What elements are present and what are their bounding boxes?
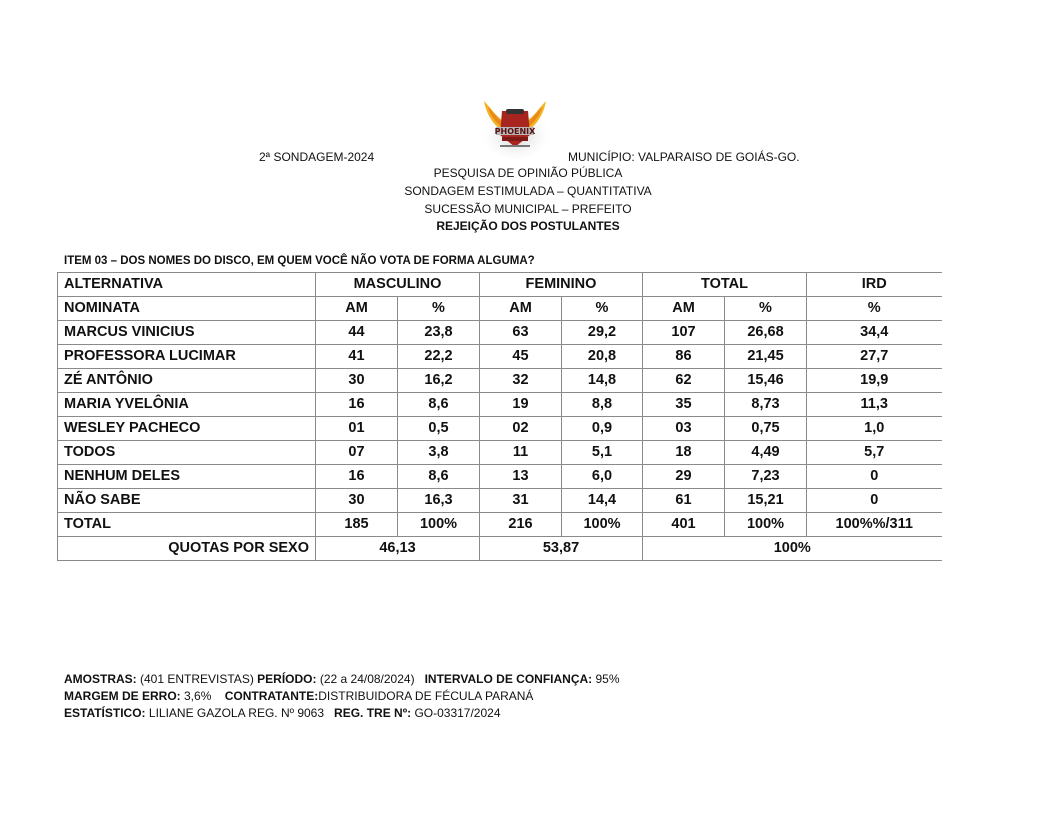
value-cell: 0 <box>807 465 942 489</box>
amostras-value: (401 ENTREVISTAS) <box>136 672 258 686</box>
value-cell: 100%%/311 <box>807 513 942 537</box>
value-cell: 01 <box>316 417 398 441</box>
item-title: ITEM 03 – DOS NOMES DO DISCO, EM QUEM VOCÊ NÃO VOTA DE FORMA ALGUMA? <box>64 255 535 267</box>
total-row <box>58 513 942 537</box>
header-masculino: MASCULINO <box>316 273 480 297</box>
sub-header-row <box>58 297 942 321</box>
reg-tre-label: REG. TRE Nº: <box>334 706 412 720</box>
margem-label: MARGEM DE ERRO: <box>64 689 181 703</box>
intervalo-value: 95% <box>592 672 620 686</box>
value-cell: 6,0 <box>562 465 643 489</box>
header-line-4: REJEIÇÃO DOS POSTULANTES <box>436 219 620 233</box>
subheader-cell: % <box>562 297 643 321</box>
candidate-name: TODOS <box>58 441 316 465</box>
candidate-name: TOTAL <box>58 513 316 537</box>
value-cell: 16,2 <box>398 369 480 393</box>
results-table <box>57 272 942 561</box>
quota-row <box>58 537 942 561</box>
header-line-3: SUCESSÃO MUNICIPAL – PREFEITO <box>424 202 632 216</box>
table-row <box>58 393 942 417</box>
municipality: MUNICÍPIO: VALPARAISO DE GOIÁS-GO. <box>568 150 800 164</box>
value-cell: 27,7 <box>807 345 942 369</box>
margem-value: 3,6% <box>180 689 212 703</box>
value-cell: 62 <box>643 369 725 393</box>
value-cell: 86 <box>643 345 725 369</box>
quota-masculino: 46,13 <box>316 537 480 561</box>
value-cell: 34,4 <box>807 321 942 345</box>
value-cell: 3,8 <box>398 441 480 465</box>
value-cell: 35 <box>643 393 725 417</box>
value-cell: 11,3 <box>807 393 942 417</box>
footer-line-2 <box>64 689 533 703</box>
subheader-cell: AM <box>643 297 725 321</box>
subheader-cell: AM <box>316 297 398 321</box>
value-cell: 11 <box>480 441 562 465</box>
value-cell: 16 <box>316 393 398 417</box>
value-cell: 22,2 <box>398 345 480 369</box>
subheader-nominata: NOMINATA <box>58 297 316 321</box>
subheader-cell: % <box>398 297 480 321</box>
value-cell: 30 <box>316 369 398 393</box>
value-cell: 21,45 <box>725 345 807 369</box>
subheader-cell: AM <box>480 297 562 321</box>
value-cell: 16 <box>316 465 398 489</box>
header-line-1: PESQUISA DE OPINIÃO PÚBLICA <box>433 166 623 180</box>
table-row <box>58 345 942 369</box>
value-cell: 14,4 <box>562 489 643 513</box>
header-total: TOTAL <box>643 273 807 297</box>
table-body <box>58 321 942 537</box>
subheader-cell: % <box>807 297 942 321</box>
value-cell: 32 <box>480 369 562 393</box>
periodo-value: (22 a 24/08/2024) <box>316 672 415 686</box>
value-cell: 45 <box>480 345 562 369</box>
value-cell: 100% <box>725 513 807 537</box>
contratante-label: CONTRATANTE: <box>224 689 319 703</box>
value-cell: 61 <box>643 489 725 513</box>
table-row <box>58 441 942 465</box>
value-cell: 19,9 <box>807 369 942 393</box>
quota-total: 100% <box>643 537 942 561</box>
value-cell: 8,6 <box>398 393 480 417</box>
quota-feminino: 53,87 <box>480 537 643 561</box>
value-cell: 107 <box>643 321 725 345</box>
value-cell: 5,1 <box>562 441 643 465</box>
candidate-name: MARCUS VINICIUS <box>58 321 316 345</box>
candidate-name: PROFESSORA LUCIMAR <box>58 345 316 369</box>
value-cell: 15,21 <box>725 489 807 513</box>
value-cell: 100% <box>562 513 643 537</box>
value-cell: 4,49 <box>725 441 807 465</box>
group-header-row <box>58 273 942 297</box>
value-cell: 07 <box>316 441 398 465</box>
candidate-name: ZÉ ANTÔNIO <box>58 369 316 393</box>
value-cell: 31 <box>480 489 562 513</box>
value-cell: 100% <box>398 513 480 537</box>
value-cell: 41 <box>316 345 398 369</box>
value-cell: 0 <box>807 489 942 513</box>
reg-tre-value: GO-03317/2024 <box>411 706 501 720</box>
value-cell: 19 <box>480 393 562 417</box>
value-cell: 5,7 <box>807 441 942 465</box>
value-cell: 7,23 <box>725 465 807 489</box>
survey-edition: 2ª SONDAGEM-2024 <box>259 150 375 164</box>
value-cell: 0,9 <box>562 417 643 441</box>
table-row <box>58 465 942 489</box>
header-feminino: FEMININO <box>480 273 643 297</box>
header-ird: IRD <box>807 273 942 297</box>
value-cell: 29 <box>643 465 725 489</box>
value-cell: 18 <box>643 441 725 465</box>
periodo-label: PERÍODO: <box>257 672 317 686</box>
value-cell: 1,0 <box>807 417 942 441</box>
value-cell: 23,8 <box>398 321 480 345</box>
footer-line-3 <box>64 706 501 720</box>
value-cell: 185 <box>316 513 398 537</box>
quota-label: QUOTAS POR SEXO <box>58 537 316 561</box>
amostras-label: AMOSTRAS: <box>64 672 137 686</box>
value-cell: 30 <box>316 489 398 513</box>
value-cell: 8,73 <box>725 393 807 417</box>
value-cell: 13 <box>480 465 562 489</box>
value-cell: 44 <box>316 321 398 345</box>
contratante-value: DISTRIBUIDORA DE FÉCULA PARANÁ <box>318 689 534 703</box>
value-cell: 63 <box>480 321 562 345</box>
value-cell: 14,8 <box>562 369 643 393</box>
phoenix-logo <box>480 95 550 159</box>
table-row <box>58 321 942 345</box>
subheader-cell: % <box>725 297 807 321</box>
footer-line-1 <box>64 672 620 686</box>
table-row <box>58 489 942 513</box>
estatistico-value: LILIANE GAZOLA REG. Nº 9063 <box>145 706 325 720</box>
value-cell: 03 <box>643 417 725 441</box>
value-cell: 0,75 <box>725 417 807 441</box>
intervalo-label: INTERVALO DE CONFIANÇA: <box>424 672 593 686</box>
value-cell: 216 <box>480 513 562 537</box>
estatistico-label: ESTATÍSTICO: <box>64 706 146 720</box>
value-cell: 16,3 <box>398 489 480 513</box>
header-alternativa: ALTERNATIVA <box>58 273 316 297</box>
value-cell: 0,5 <box>398 417 480 441</box>
value-cell: 26,68 <box>725 321 807 345</box>
value-cell: 8,6 <box>398 465 480 489</box>
candidate-name: WESLEY PACHECO <box>58 417 316 441</box>
value-cell: 20,8 <box>562 345 643 369</box>
value-cell: 02 <box>480 417 562 441</box>
value-cell: 29,2 <box>562 321 643 345</box>
table-row <box>58 369 942 393</box>
value-cell: 15,46 <box>725 369 807 393</box>
value-cell: 8,8 <box>562 393 643 417</box>
header-line-2: SONDAGEM ESTIMULADA – QUANTITATIVA <box>404 184 652 198</box>
value-cell: 401 <box>643 513 725 537</box>
candidate-name: NÃO SABE <box>58 489 316 513</box>
candidate-name: MARIA YVELÔNIA <box>58 393 316 417</box>
table-row <box>58 417 942 441</box>
candidate-name: NENHUM DELES <box>58 465 316 489</box>
svg-text:PHOENIX: PHOENIX <box>494 127 536 136</box>
